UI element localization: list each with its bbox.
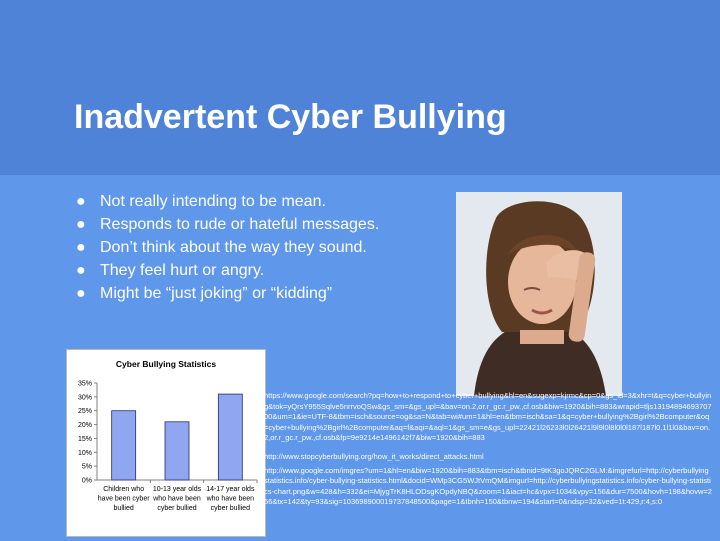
bullet-text: They feel hurt or angry. [100, 262, 265, 279]
bullet-dot-icon: ● [76, 216, 86, 233]
x-tick-label: 10-13 year olds [152, 486, 202, 493]
bar [218, 394, 242, 480]
y-tick-label: 20% [77, 422, 92, 430]
y-tick-label: 10% [77, 449, 92, 457]
bullet-item [76, 259, 379, 282]
bullet-item [76, 213, 379, 236]
x-tick-label: have been cyber [97, 495, 150, 503]
y-tick-label: 5% [81, 463, 92, 471]
y-tick-label: 0% [81, 477, 92, 485]
x-tick-label: Children who [103, 486, 145, 493]
bar [112, 411, 136, 480]
x-tick-label: 14-17 year olds [206, 486, 255, 493]
y-tick-label: 15% [77, 435, 92, 443]
reference-links [264, 391, 712, 516]
distressed-girl-photo [456, 192, 622, 396]
cyber-bullying-chart [66, 349, 266, 537]
bullet-dot-icon: ● [76, 239, 86, 256]
reference-link[interactable]: http://www.stopcyberbullying.org/how_it_works/direct_attacks.html [264, 451, 484, 461]
bullet-dot-icon: ● [76, 193, 86, 210]
y-tick-label: 25% [77, 408, 92, 416]
bullet-dot-icon: ● [76, 285, 86, 302]
x-tick-label: who have been [153, 495, 201, 503]
y-tick-label: 30% [77, 394, 92, 402]
x-tick-label: who have been [206, 495, 255, 503]
bullet-list [76, 190, 379, 305]
bullet-item [76, 282, 379, 305]
bullet-text: Might be “just joking” or “kidding” [100, 285, 333, 302]
chart-title: Cyber Bullying Statistics [115, 359, 217, 369]
bar-chart-svg [67, 350, 265, 536]
bullet-item [76, 236, 379, 259]
bullet-dot-icon: ● [76, 262, 86, 279]
girl-at-computer-illustration [456, 192, 622, 396]
x-tick-label: bullied [113, 505, 134, 512]
bullet-text: Responds to rude or hateful messages. [100, 216, 380, 233]
x-tick-label: cyber bullied [210, 505, 250, 512]
reference-link[interactable]: http://www.google.com/imgres?um=1&hl=en&biw=1920&bih=883&tbm=isch&tbnid=9tK3goJQRC2GLM:&imgrefurl=http://cyberbullyingstatistics.info/cyber-bullying-statistics.html&docid=WMp3CG5WJtVmQM&imgurl=http://cyberbullyingstatistics.info/cyber-bullying-statistics-chart.png&w=428&h=332&ei=MjygTrK8HLODsgKOpdyNBQ&zoom=1&iact=hc&vpx=1034&vpy=156&dur=7500&hovh=198&hovw=256&tx=142&ty=93&sig=103698900019737848500&page=1&tbnh=150&tbnw=194&start=0&ndsp=32&ved=1t:429,r:4,s:0 [264, 465, 712, 507]
bar [165, 422, 189, 480]
slide-title: Inadvertent Cyber Bullying [74, 98, 507, 136]
bullet-item [76, 190, 379, 213]
y-tick-label: 35% [77, 380, 92, 388]
reference-link[interactable]: https://www.google.com/search?pq=how+to+respond+to+cyber+bullying&hl=en&sugexp=kjrmc&cp=0&gs_id=3&xhr=t&q=cyber+bullying&tok=yQrsY955Sqlve5nrrvoQSw&gs_sm=&gs_upl=&bav=on.2,or.r_gc.r_pw.,cf.osb&biw=1920&bih=883&wrapid=tljs1319489469370700&um=1&ie=UTF-8&tbm=isch&source=og&sa=N&tab=wi#um=1&hl=en&tbm=isch&sa=1&q=cyber+bullying%2Bgirl%2Bcomputer&oq=cyber+bullying%2Bgirl%2Bcomputer&aq=f&aqi=&aql=1&gs_sm=e&gs_upl=22421l26233l0l26421l9l9l0l8l0l0l187l187l0.1l1l0&bav=on.2,or.r_gc.r_pw.,cf.osb&fp=9e9214e1496142f7&biw=1920&bih=883 [264, 391, 712, 443]
bullet-text: Not really intending to be mean. [100, 193, 326, 210]
x-tick-label: cyber bullied [157, 505, 197, 512]
bullet-text: Don’t think about the way they sound. [100, 239, 367, 256]
title-band [0, 0, 720, 175]
